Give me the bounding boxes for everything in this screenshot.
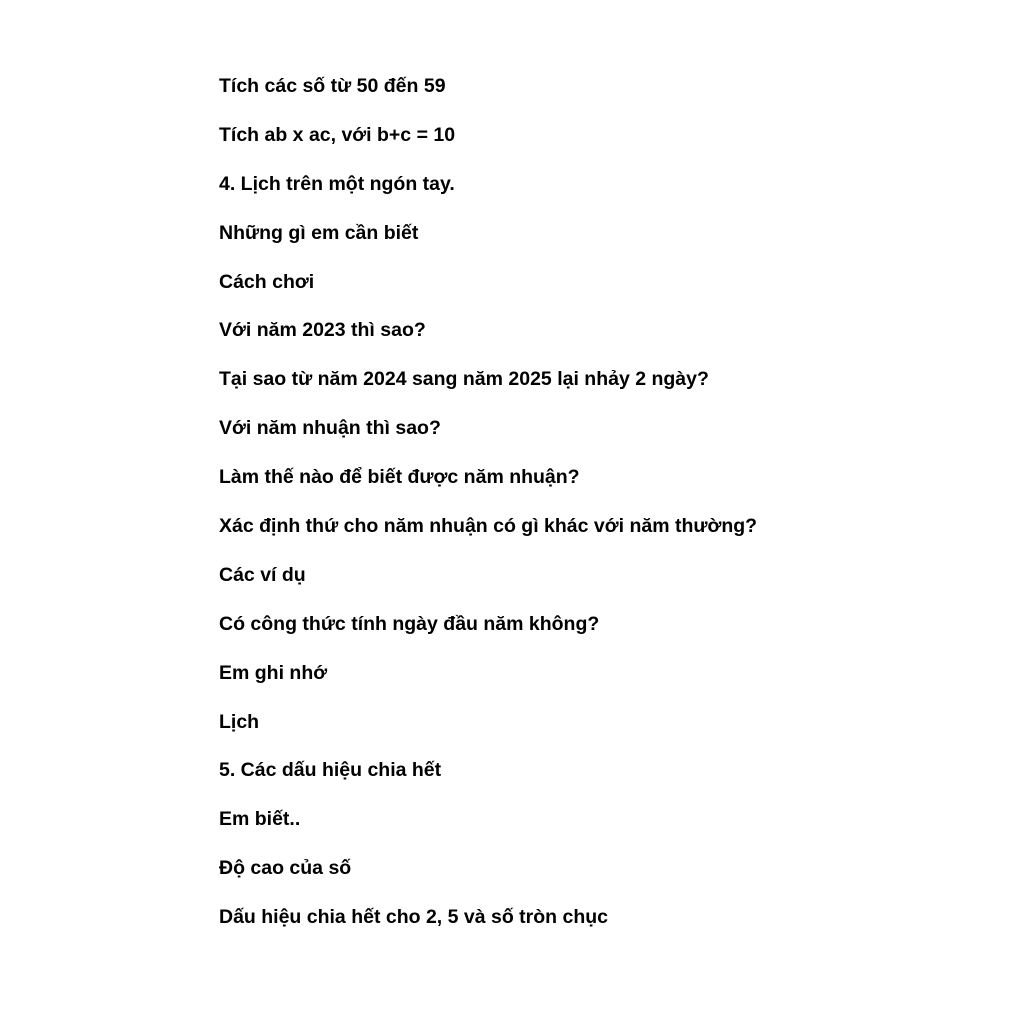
toc-line: 5. Các dấu hiệu chia hết [219,759,442,782]
toc-line: Tích ab x ac, với b+c = 10 [219,123,456,146]
toc-line: Cách chơi [219,270,315,293]
toc-line: Có công thức tính ngày đầu năm không? [219,612,600,635]
toc-line: Những gì em cần biết [219,221,419,244]
table-of-contents [219,73,757,953]
toc-line: Em biết.. [219,808,301,831]
toc-line: Các ví dụ [219,563,306,586]
toc-line: 4. Lịch trên một ngón tay. [219,172,455,195]
toc-line: Xác định thứ cho năm nhuận có gì khác với năm thường? [219,515,758,538]
toc-line: Với năm nhuận thì sao? [219,417,441,440]
toc-line: Làm thế nào để biết được năm nhuận? [219,466,580,489]
toc-line: Tích các số từ 50 đến 59 [219,75,446,97]
toc-line: Tại sao từ năm 2024 sang năm 2025 lại nhảy 2 ngày? [219,368,709,391]
toc-line: Dấu hiệu chia hết cho 2, 5 và số tròn chục [219,906,609,929]
toc-line: Lịch [219,710,260,733]
toc-line: Độ cao của số [219,857,352,880]
toc-line: Em ghi nhớ [219,661,328,684]
toc-line: Với năm 2023 thì sao? [219,319,426,342]
